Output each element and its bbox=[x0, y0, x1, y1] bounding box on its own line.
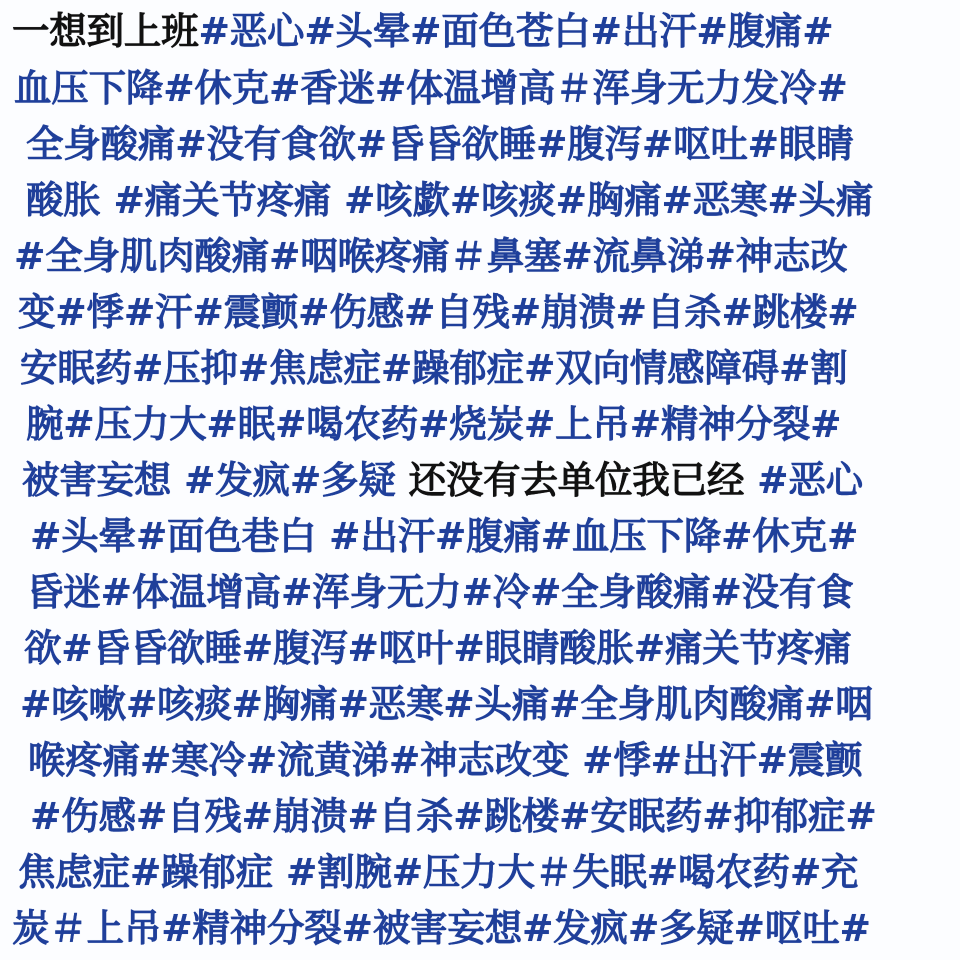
text-line bbox=[12, 3, 833, 59]
hashtag-text: 全身酸痛#没有食欲#昏昏欲睡#腹泻#呕吐#眼睛 bbox=[26, 122, 854, 166]
text-line bbox=[14, 228, 848, 284]
hashtag-text: #咳嗽#咳痰#胸痛#恶寒#头痛#全身肌肉酸痛#咽 bbox=[20, 682, 873, 726]
hashtag-text: 喉疼痛#寒冷#流黄涕#神志改变 #悸#出汗#震颤 bbox=[28, 738, 863, 782]
text-line bbox=[26, 564, 854, 620]
text-line bbox=[28, 732, 862, 788]
plain-text: 还没有去单位我已经 bbox=[408, 458, 745, 502]
hashtag-text: 昏迷#体温增高#浑身无力#冷#全身酸痛#没有食 bbox=[26, 570, 854, 614]
hashtag-text: 变#悸#汗#震颤#伤感#自残#崩溃#自杀#跳楼# bbox=[18, 290, 859, 334]
hashtag-text: 血压下降#休克#香迷#体温增高＃浑身无力发冷# bbox=[14, 66, 848, 110]
plain-text: 一想到上班 bbox=[12, 9, 199, 53]
text-line bbox=[22, 452, 863, 508]
hashtag-text: #伤感#自残#崩溃#自杀#跳楼#安眠药#抑郁症# bbox=[30, 794, 877, 838]
hashtag-text: 酸胀 #痛关节疼痛 #咳歔#咳痰#胸痛#恶寒#头痛 bbox=[26, 178, 874, 222]
text-line bbox=[24, 620, 852, 676]
text-line bbox=[20, 676, 873, 732]
text-line bbox=[30, 788, 877, 844]
hashtag-text: 安眠药#压抑#焦虑症#躁郁症#双向情感障碍#割 bbox=[20, 346, 848, 390]
hashtag-text: #全身肌肉酸痛#咽喉疼痛＃鼻塞#流鼻涕#神志改 bbox=[14, 234, 848, 278]
hashtag-text: 腕#压力大#眠#喝农药#烧炭#上吊#精神分裂# bbox=[26, 402, 842, 446]
text-line bbox=[12, 900, 871, 956]
hashtag-text: 欲#昏昏欲睡#腹泻#呕叶#眼睛酸胀#痛关节疼痛 bbox=[24, 626, 852, 670]
hashtag-text: 炭＃上吊#精神分裂#被害妄想#发疯#多疑#呕吐# bbox=[12, 906, 871, 950]
text-line bbox=[26, 396, 841, 452]
text-line bbox=[26, 116, 854, 172]
hashtag-text: #头晕#面色巷白 #出汗#腹痛#血压下降#休克# bbox=[30, 514, 859, 558]
hashtag-text: 焦虑症#躁郁症 #割腕#压力大＃失眠#喝农药#充 bbox=[18, 850, 859, 894]
hashtag-text: #恶心#头晕#面色苍白#出汗#腹痛# bbox=[198, 9, 834, 53]
text-line bbox=[14, 60, 848, 116]
text-line bbox=[20, 340, 848, 396]
text-line bbox=[18, 844, 858, 900]
text-line bbox=[30, 508, 858, 564]
hashtag-text: #恶心 bbox=[744, 458, 863, 502]
hashtag-text: 被害妄想 #发疯#多疑 bbox=[22, 458, 409, 502]
text-line bbox=[26, 172, 873, 228]
text-line bbox=[18, 284, 859, 340]
